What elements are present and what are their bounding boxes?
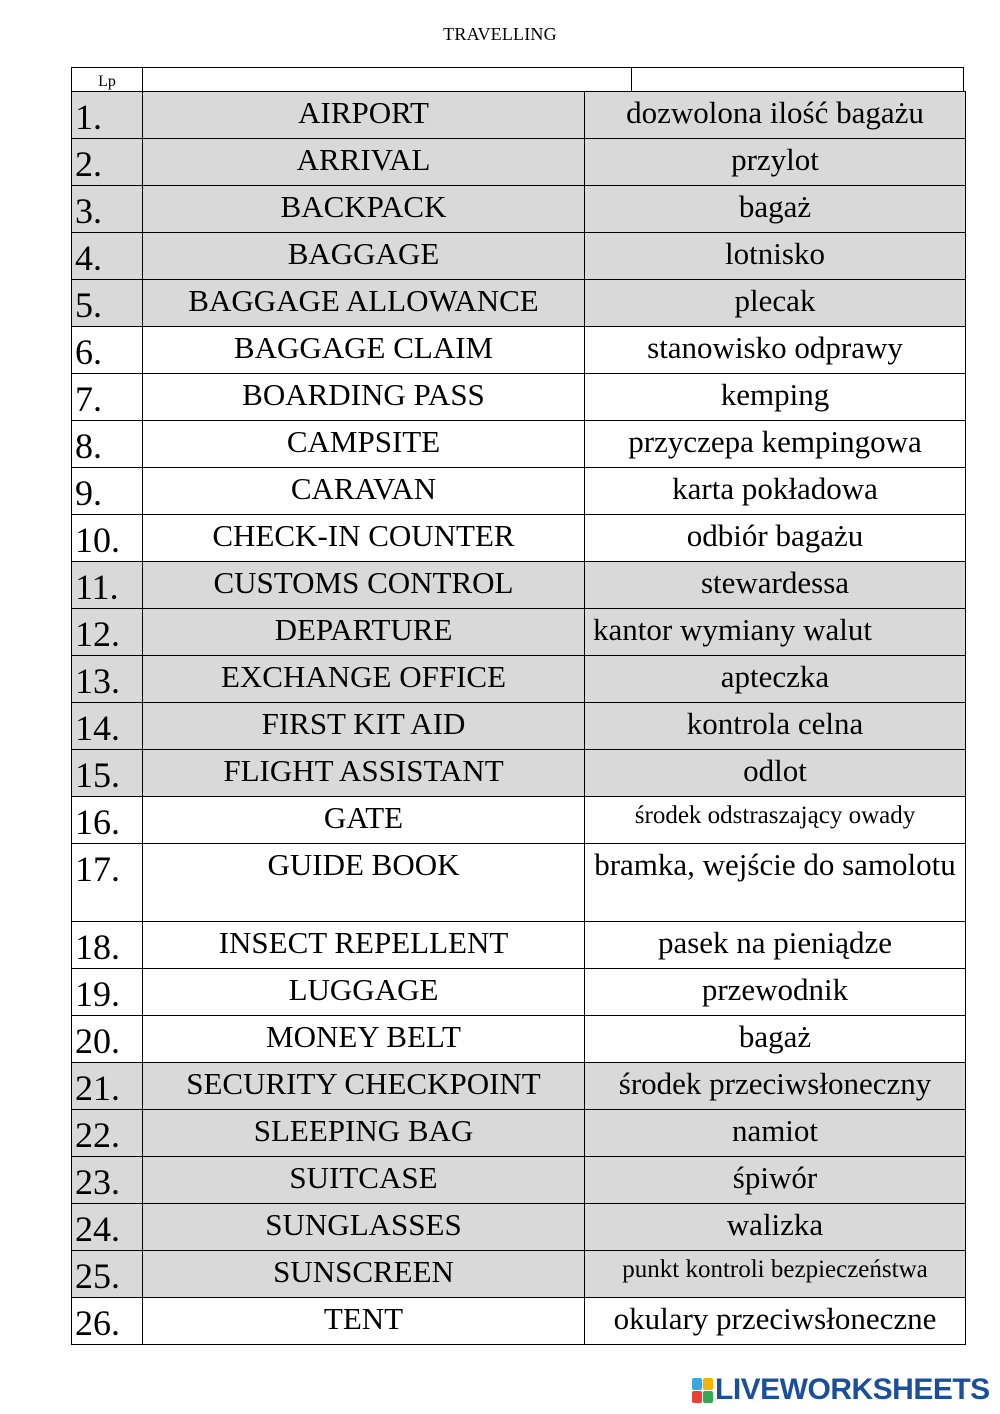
row-number: 8. [72, 421, 143, 468]
table-row [72, 186, 966, 233]
table-row [72, 421, 966, 468]
table-row [72, 609, 966, 656]
polish-translation: przylot [585, 139, 966, 186]
polish-translation: stewardessa [585, 562, 966, 609]
table-row [72, 233, 966, 280]
polish-translation: namiot [585, 1110, 966, 1157]
table-row [72, 1157, 966, 1204]
lp-header: Lp [72, 68, 143, 92]
table-row [72, 797, 966, 844]
english-term: CARAVAN [143, 468, 585, 515]
polish-translation: bagaż [585, 186, 966, 233]
table-row [72, 1204, 966, 1251]
table-row [72, 327, 966, 374]
table-header-row [71, 67, 964, 91]
row-number: 24. [72, 1204, 143, 1251]
table-row [72, 374, 966, 421]
english-term: TENT [143, 1298, 585, 1345]
row-number: 1. [72, 92, 143, 139]
table-row [72, 969, 966, 1016]
vocabulary-table [71, 91, 966, 1345]
english-term: ARRIVAL [143, 139, 585, 186]
row-number: 22. [72, 1110, 143, 1157]
polish-translation: punkt kontroli bezpieczeństwa [585, 1251, 966, 1298]
table-row [72, 468, 966, 515]
table-row [72, 280, 966, 327]
row-number: 16. [72, 797, 143, 844]
polish-translation: bagaż [585, 1016, 966, 1063]
english-term: SUNSCREEN [143, 1251, 585, 1298]
english-term: SUNGLASSES [143, 1204, 585, 1251]
english-term: CAMPSITE [143, 421, 585, 468]
row-number: 23. [72, 1157, 143, 1204]
table-row [72, 844, 966, 922]
english-term: SECURITY CHECKPOINT [143, 1063, 585, 1110]
table-row [72, 562, 966, 609]
english-term: LUGGAGE [143, 969, 585, 1016]
row-number: 6. [72, 327, 143, 374]
english-term: CUSTOMS CONTROL [143, 562, 585, 609]
english-term: BAGGAGE CLAIM [143, 327, 585, 374]
polish-translation: okulary przeciwsłoneczne [585, 1298, 966, 1345]
polish-translation: odlot [585, 750, 966, 797]
row-number: 11. [72, 562, 143, 609]
liveworksheets-logo-text: LIVEWORKSHEETS [715, 1373, 990, 1406]
row-number: 19. [72, 969, 143, 1016]
polish-translation: przyczepa kempingowa [585, 421, 966, 468]
row-number: 26. [72, 1298, 143, 1345]
row-number: 7. [72, 374, 143, 421]
row-number: 2. [72, 139, 143, 186]
polish-translation: plecak [585, 280, 966, 327]
polish-translation: kemping [585, 374, 966, 421]
vocabulary-table-body [72, 92, 966, 1345]
table-row [72, 922, 966, 969]
table-row [72, 515, 966, 562]
table-row [72, 139, 966, 186]
polish-translation: odbiór bagażu [585, 515, 966, 562]
row-number: 13. [72, 656, 143, 703]
english-term: MONEY BELT [143, 1016, 585, 1063]
row-number: 10. [72, 515, 143, 562]
english-term: SUITCASE [143, 1157, 585, 1204]
polish-translation: śpiwór [585, 1157, 966, 1204]
polish-translation: kantor wymiany walut [585, 609, 966, 656]
polish-translation: środek odstraszający owady [585, 797, 966, 844]
english-term: BAGGAGE ALLOWANCE [143, 280, 585, 327]
english-term: AIRPORT [143, 92, 585, 139]
english-term: CHECK-IN COUNTER [143, 515, 585, 562]
row-number: 20. [72, 1016, 143, 1063]
english-term: SLEEPING BAG [143, 1110, 585, 1157]
polish-translation: kontrola celna [585, 703, 966, 750]
polish-translation: stanowisko odprawy [585, 327, 966, 374]
worksheet-title: TRAVELLING [443, 24, 557, 44]
polish-translation: pasek na pieniądze [585, 922, 966, 969]
table-row [72, 1016, 966, 1063]
polish-translation: karta pokładowa [585, 468, 966, 515]
english-term: GATE [143, 797, 585, 844]
row-number: 4. [72, 233, 143, 280]
liveworksheets-logo-icon [692, 1378, 712, 1402]
row-number: 3. [72, 186, 143, 233]
liveworksheets-logo [692, 1374, 992, 1406]
english-term: BOARDING PASS [143, 374, 585, 421]
polish-translation: bramka, wejście do samolotu [585, 844, 966, 922]
row-number: 15. [72, 750, 143, 797]
table-row [72, 92, 966, 139]
table-row [72, 750, 966, 797]
english-term: BAGGAGE [143, 233, 585, 280]
table-row [72, 1110, 966, 1157]
polish-translation: dozwolona ilość bagażu [585, 92, 966, 139]
row-number: 21. [72, 1063, 143, 1110]
table-row [72, 1063, 966, 1110]
english-term: FIRST KIT AID [143, 703, 585, 750]
polish-translation: środek przeciwsłoneczny [585, 1063, 966, 1110]
english-term: BACKPACK [143, 186, 585, 233]
polish-translation: apteczka [585, 656, 966, 703]
polish-translation: walizka [585, 1204, 966, 1251]
table-row [72, 1298, 966, 1345]
table-row [72, 1251, 966, 1298]
english-term: DEPARTURE [143, 609, 585, 656]
english-term: FLIGHT ASSISTANT [143, 750, 585, 797]
row-number: 12. [72, 609, 143, 656]
row-number: 25. [72, 1251, 143, 1298]
row-number: 18. [72, 922, 143, 969]
table-row [72, 703, 966, 750]
row-number: 9. [72, 468, 143, 515]
table-row [72, 656, 966, 703]
english-term: GUIDE BOOK [143, 844, 585, 922]
english-term: INSECT REPELLENT [143, 922, 585, 969]
row-number: 14. [72, 703, 143, 750]
header-divider [631, 68, 632, 92]
polish-translation: przewodnik [585, 969, 966, 1016]
english-term: EXCHANGE OFFICE [143, 656, 585, 703]
row-number: 17. [72, 844, 143, 922]
polish-translation: lotnisko [585, 233, 966, 280]
row-number: 5. [72, 280, 143, 327]
